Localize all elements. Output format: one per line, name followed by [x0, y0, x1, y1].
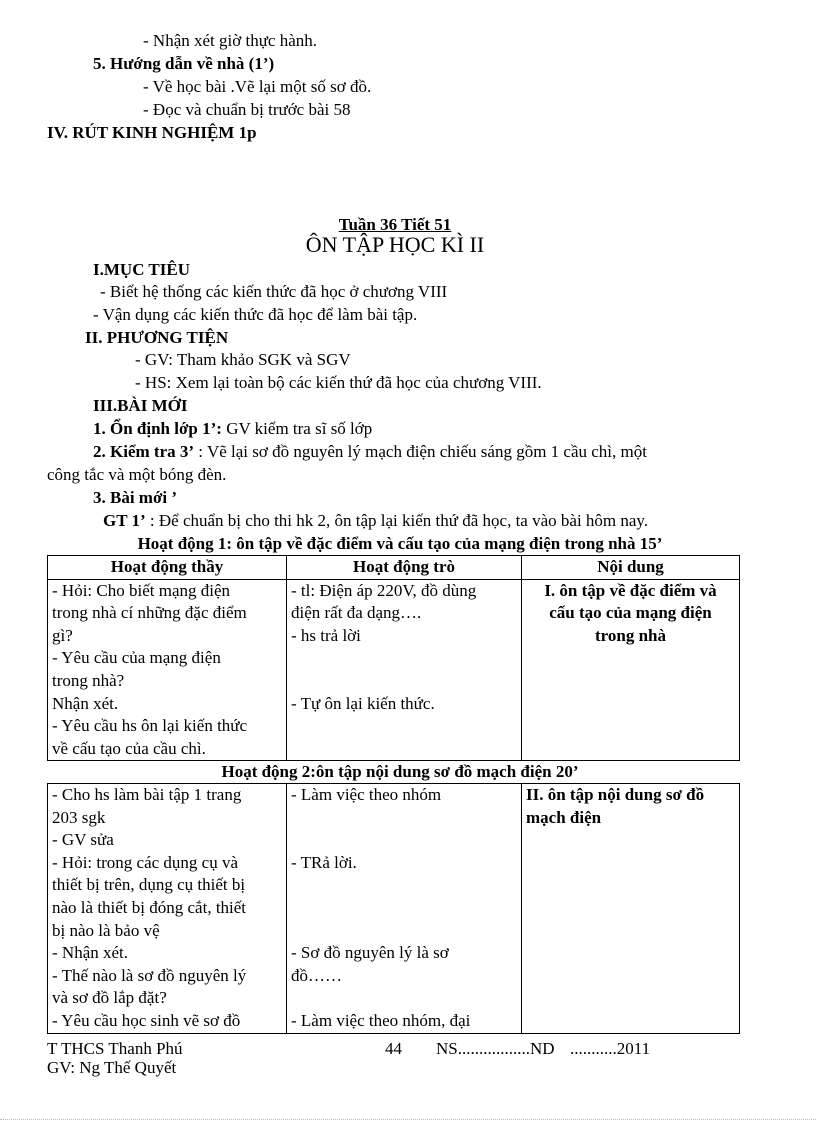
list-item: - hs trả lời: [291, 625, 361, 645]
means-heading: II. PHƯƠNG TIỆN: [85, 328, 229, 347]
list-item: [291, 647, 517, 670]
header-content: Nội dung: [522, 556, 740, 580]
list-item: - Thế nào là sơ đồ nguyên lý: [52, 965, 247, 985]
list-item: - Yêu cầu của mạng điện: [52, 648, 221, 668]
list-item: [291, 874, 517, 897]
list-item: - Hỏi: Cho biết mạng điện: [52, 580, 231, 600]
list-item: trong nhà?: [52, 670, 125, 690]
lesson-week: Tuần 36 Tiết 51: [338, 215, 452, 234]
step-3-label: 3. Bài mới ’: [93, 488, 178, 507]
list-item: - Yêu cầu học sinh vẽ sơ đồ: [52, 1010, 241, 1030]
list-item: - tl: Điện áp 220V, đồ dùng: [291, 580, 477, 600]
list-item: trong nhà cí những đặc điểm: [52, 603, 247, 623]
step-2-continuation: công tắc và một bóng đèn.: [47, 465, 227, 484]
gt-label: GT 1’: [103, 511, 146, 530]
objective-1: - Biết hệ thống các kiến thức đã học ở chương VIII: [100, 282, 448, 301]
list-item: - Yêu cầu hs ôn lại kiến thức: [52, 716, 248, 736]
list-item: [291, 738, 517, 761]
new-lesson-heading: III.BÀI MỚI: [93, 396, 188, 415]
activity-1-heading: Hoạt động 1: ôn tập về đặc điểm và cấu tạo của mạng điện trong nhà 15’: [137, 534, 663, 553]
list-item: [291, 807, 517, 830]
step-2-text: : Vẽ lại sơ đồ nguyên lý mạch điện chiếu sáng gồm 1 cầu chì, một: [194, 442, 647, 461]
list-item: Nhận xét.: [52, 693, 119, 713]
step-1-text: GV kiểm tra sĩ số lớp: [221, 419, 373, 438]
activity-2-table: [47, 783, 740, 1034]
list-item: - GV sửa: [52, 830, 114, 850]
list-item: và sơ đồ lắp đặt?: [52, 988, 167, 1008]
list-item: cấu tạo của mạng điện: [549, 603, 712, 623]
header-student: Hoạt động trò: [287, 556, 522, 580]
list-item: điện rất đa dạng….: [291, 603, 422, 623]
list-item: I. ôn tập về đặc điểm và: [544, 580, 717, 600]
list-item: - Cho hs làm bài tập 1 trang: [52, 785, 242, 804]
objectives-heading: I.MỤC TIÊU: [93, 260, 190, 279]
list-item: - Hỏi: trong các dụng cụ và: [52, 852, 238, 872]
activity-2-content-cell: [522, 784, 740, 1034]
page-bottom-divider: [0, 1119, 816, 1120]
step-2-label: 2. Kiểm tra 3’: [93, 442, 195, 461]
homework-line-1: - Về học bài .Vẽ lại một số sơ đồ.: [143, 77, 372, 96]
homework-line-2: - Đọc và chuẩn bị trước bài 58: [143, 100, 351, 119]
list-item: [291, 987, 517, 1010]
top-remark-line: - Nhận xét giờ thực hành.: [143, 31, 317, 50]
list-item: - TRả lời.: [291, 852, 357, 872]
activity-2-teacher-cell: [48, 784, 287, 1034]
activity-1-table: [47, 555, 740, 761]
step-1-label: 1. Ổn định lớp 1’:: [93, 419, 222, 438]
list-item: [291, 897, 517, 920]
list-item: II. ôn tập nội dung sơ đồ: [526, 785, 705, 804]
footer-teacher: GV: Ng Thế Quyết: [47, 1058, 177, 1077]
step-1: [93, 418, 372, 440]
gt-line: [103, 510, 648, 532]
list-item: về cấu tạo của cầu chì.: [52, 738, 206, 758]
step-2: [93, 441, 647, 463]
means-gv: - GV: Tham khảo SGK và SGV: [135, 350, 351, 369]
header-teacher: Hoạt động thầy: [48, 556, 287, 580]
gt-text: : Để chuẩn bị cho thi hk 2, ôn tập lại kiến thứ đã học, ta vào bài hôm nay.: [145, 511, 649, 530]
list-item: - Nhận xét.: [52, 943, 129, 963]
list-item: gì?: [52, 625, 73, 645]
list-item: - Làm việc theo nhóm: [291, 785, 442, 804]
lesson-title: ÔN TẬP HỌC KÌ II: [305, 232, 485, 257]
footer-ns-nd: NS.................ND: [436, 1039, 555, 1058]
list-item: - Tự ôn lại kiến thức.: [291, 693, 435, 713]
activity-2-body-row: [48, 784, 740, 1034]
activity-2-student-cell: [287, 784, 522, 1034]
list-item: đồ……: [291, 965, 342, 985]
list-item: 203 sgk: [52, 807, 106, 827]
list-item: [291, 670, 517, 693]
section-4-heading: IV. RÚT KINH NGHIỆM 1p: [47, 123, 257, 142]
activity-1-body-row: [48, 579, 740, 761]
activity-1-header-row: [48, 556, 740, 580]
section-5-heading: 5. Hướng dẫn về nhà (1’): [93, 54, 275, 73]
activity-2-heading: Hoạt động 2:ôn tập nội dung sơ đồ mạch điện 20’: [221, 762, 579, 781]
list-item: mạch điện: [526, 807, 602, 827]
list-item: bị nào là bảo vệ: [52, 920, 160, 940]
activity-1-student-cell: [287, 579, 522, 761]
list-item: [291, 829, 517, 852]
activity-1-teacher-cell: [48, 579, 287, 761]
list-item: [291, 920, 517, 943]
activity-1-content-cell: [522, 579, 740, 761]
means-hs: - HS: Xem lại toàn bộ các kiến thứ đã học của chương VIII.: [135, 373, 542, 392]
footer-year: ...........2011: [570, 1039, 651, 1058]
list-item: trong nhà: [594, 625, 666, 645]
list-item: - Sơ đồ nguyên lý là sơ: [291, 943, 449, 963]
footer-school: T THCS Thanh Phú: [47, 1039, 183, 1058]
objective-2: - Vận dụng các kiến thức đã học để làm bài tập.: [93, 305, 418, 324]
list-item: - Làm việc theo nhóm, đại: [291, 1010, 471, 1030]
list-item: nào là thiết bị đóng cắt, thiết: [52, 897, 247, 917]
list-item: [291, 715, 517, 738]
list-item: thiết bị trên, dụng cụ thiết bị: [52, 875, 246, 895]
footer-page-number: 44: [385, 1039, 402, 1058]
